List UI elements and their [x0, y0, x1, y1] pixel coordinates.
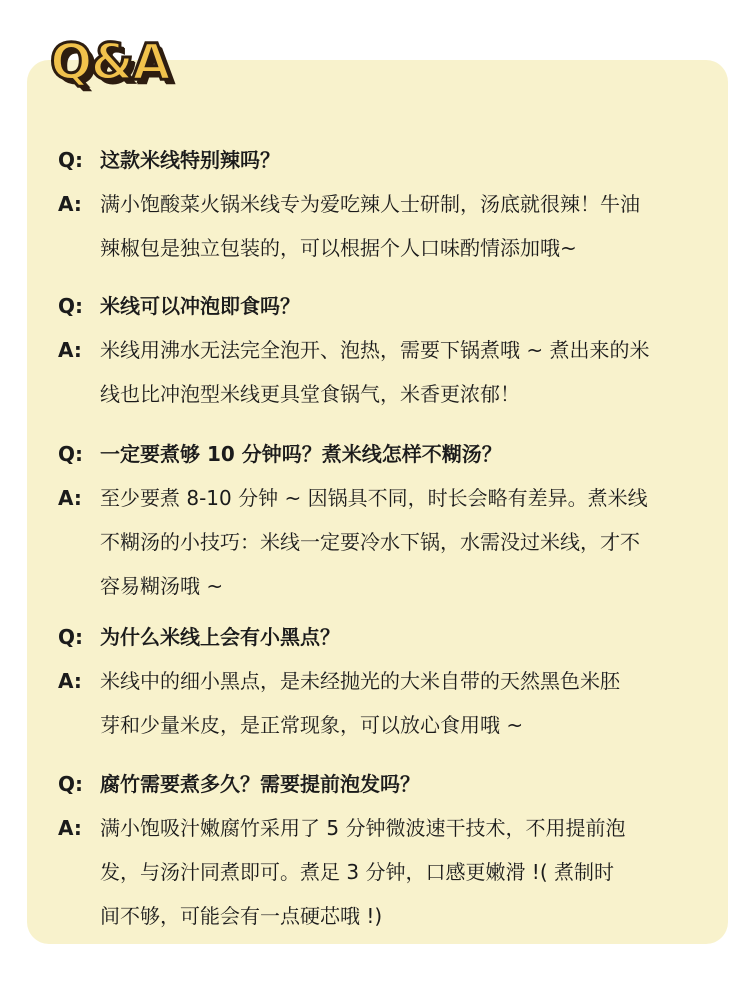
answer-row-cont [0, 703, 750, 747]
answer-line: 米线用沸水无法完全泡开、泡热，需要下锅煮哦 ~ 煮出来的米 [100, 338, 650, 362]
answer-row [0, 659, 750, 703]
qa-logo: Q&A [50, 33, 169, 91]
answer-row-cont [0, 372, 750, 416]
answer-row [0, 476, 750, 520]
question-tag: Q: [58, 772, 83, 796]
answer-row-cont [0, 850, 750, 894]
answer-tag: A: [58, 669, 82, 693]
answer-row-cont [0, 894, 750, 938]
answer-line: 芽和少量米皮，是正常现象，可以放心食用哦 ~ [100, 713, 524, 737]
answer-line: 线也比冲泡型米线更具堂食锅气，米香更浓郁！ [100, 382, 520, 406]
answer-row-cont [0, 564, 750, 608]
answer-line: 发，与汤汁同煮即可。煮足 3 分钟，口感更嫩滑 !( 煮制时 [100, 860, 614, 884]
answer-tag: A: [58, 816, 82, 840]
question-text: 这款米线特别辣吗？ [100, 148, 280, 172]
question-tag: Q: [58, 294, 83, 318]
answer-line: 满小饱酸菜火锅米线专为爱吃辣人士研制，汤底就很辣！牛油 [100, 192, 640, 216]
question-row [0, 432, 750, 476]
answer-line: 容易糊汤哦 ~ [100, 574, 224, 598]
qa-item [0, 138, 750, 270]
answer-row [0, 328, 750, 372]
qa-item [0, 284, 750, 416]
question-text: 腐竹需要煮多久？需要提前泡发吗？ [100, 772, 420, 796]
question-text: 一定要煮够 10 分钟吗？煮米线怎样不糊汤？ [100, 442, 502, 466]
answer-line: 间不够，可能会有一点硬芯哦 !) [100, 904, 383, 928]
question-row [0, 762, 750, 806]
question-text: 米线可以冲泡即食吗？ [100, 294, 300, 318]
qa-item [0, 615, 750, 747]
question-row [0, 138, 750, 182]
qa-item [0, 762, 750, 938]
question-text: 为什么米线上会有小黑点？ [100, 625, 340, 649]
answer-line: 米线中的细小黑点，是未经抛光的大米自带的天然黑色米胚 [100, 669, 620, 693]
question-tag: Q: [58, 442, 83, 466]
question-row [0, 284, 750, 328]
answer-row-cont [0, 520, 750, 564]
answer-row-cont [0, 226, 750, 270]
answer-tag: A: [58, 192, 82, 216]
answer-line: 至少要煮 8-10 分钟 ~ 因锅具不同，时长会略有差异。煮米线 [100, 486, 648, 510]
question-tag: Q: [58, 625, 83, 649]
answer-line: 满小饱吸汁嫩腐竹采用了 5 分钟微波速干技术，不用提前泡 [100, 816, 626, 840]
question-tag: Q: [58, 148, 83, 172]
answer-tag: A: [58, 486, 82, 510]
answer-row [0, 182, 750, 226]
answer-line: 不糊汤的小技巧：米线一定要冷水下锅，水需没过米线，才不 [100, 530, 640, 554]
qa-item [0, 432, 750, 608]
answer-row [0, 806, 750, 850]
question-row [0, 615, 750, 659]
answer-line: 辣椒包是独立包装的，可以根据个人口味酌情添加哦~ [100, 236, 577, 260]
answer-tag: A: [58, 338, 82, 362]
